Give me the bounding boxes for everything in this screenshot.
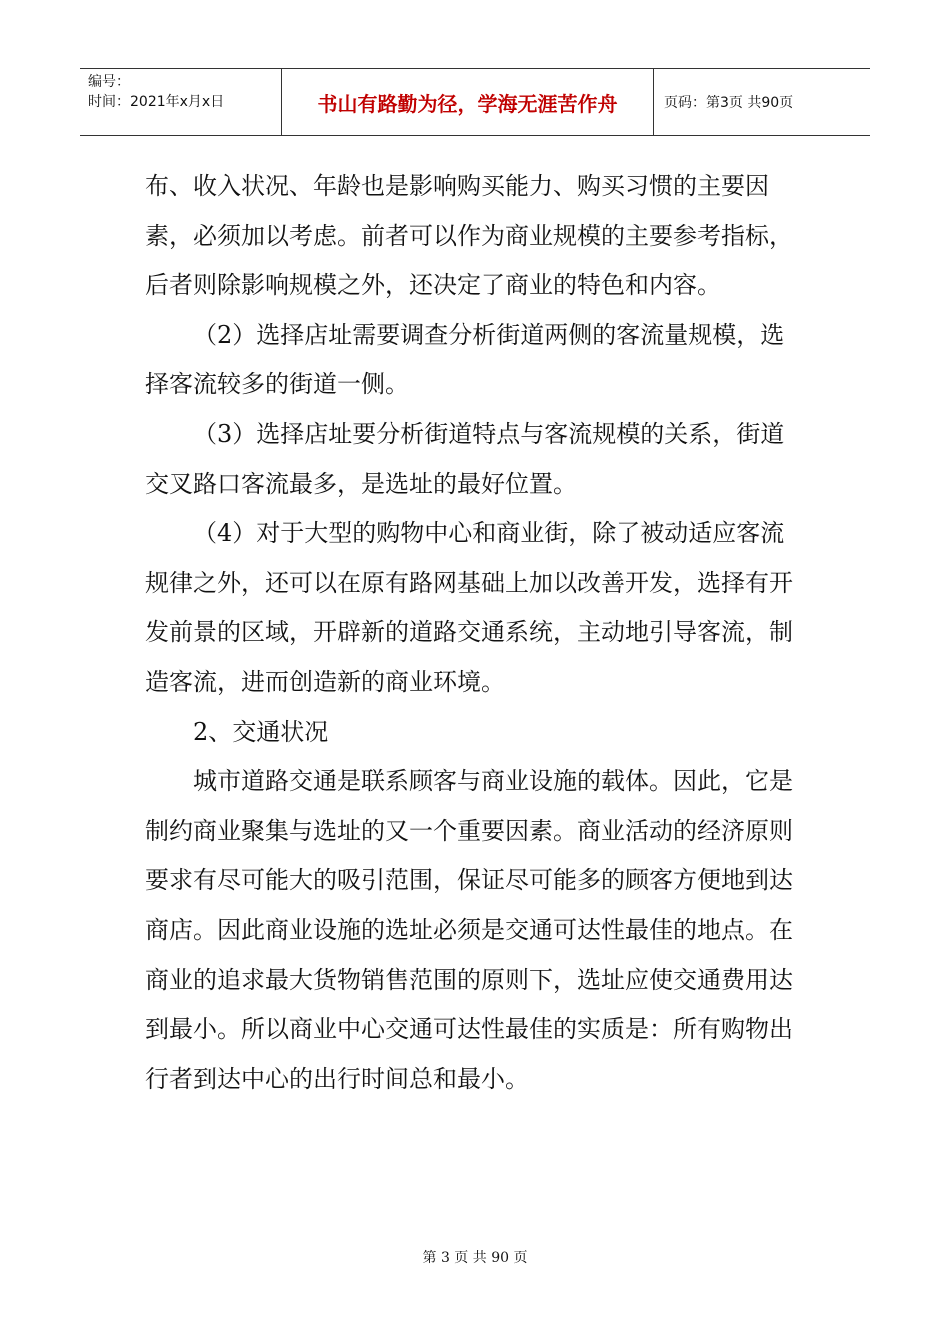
paragraph-traffic: 城市道路交通是联系顾客与商业设施的载体。因此，它是制约商业聚集与选址的又一个重要因素。商业活动的经济原则要求有尽可能大的吸引范围，保证尽可能多的顾客方便地到达商店。因此商业设施的选址必须是交通可达性最佳的地点。在商业的追求最大货物销售范围的原则下，选址应使交通费用达到最小。所以商业中心交通可达性最佳的实质是：所有购物出行者到达中心的出行时间总和最小。 — [145, 767, 793, 1093]
document-number-label: 编号： — [88, 74, 130, 90]
header-motto: 书山有路勤为径，学海无涯苦作舟 — [282, 69, 654, 135]
page-header — [80, 68, 870, 136]
paragraph-item-3: （3）选择店址要分析街道特点与客流规模的关系，街道交叉路口客流最多，是选址的最好位置。 — [145, 419, 785, 498]
paragraph-continuation: 布、收入状况、年龄也是影响购买能力、购买习惯的主要因素，必须加以考虑。前者可以作为商业规模的主要参考指标，后者则除影响规模之外，还决定了商业的特色和内容。 — [145, 172, 793, 300]
document-body — [145, 162, 805, 1104]
header-page-code: 页码：第3页 共90页 — [664, 95, 794, 111]
paragraph-item-4: （4）对于大型的购物中心和商业街，除了被动适应客流规律之外，还可以在原有路网基础上加以改善开发，选择有开发前景的区域，开辟新的道路交通系统，主动地引导客流，制造客流，进而创造新的商业环境。 — [145, 519, 793, 696]
paragraph-item-2: （2）选择店址需要调查分析街道两侧的客流量规模，选择客流较多的街道一侧。 — [145, 320, 785, 399]
page-footer: 第 3 页 共 90 页 — [422, 1250, 528, 1266]
document-time-label: 时间：2021年x月x日 — [88, 94, 225, 110]
section-heading-traffic: 2、交通状况 — [193, 717, 329, 746]
header-meta — [80, 69, 282, 135]
